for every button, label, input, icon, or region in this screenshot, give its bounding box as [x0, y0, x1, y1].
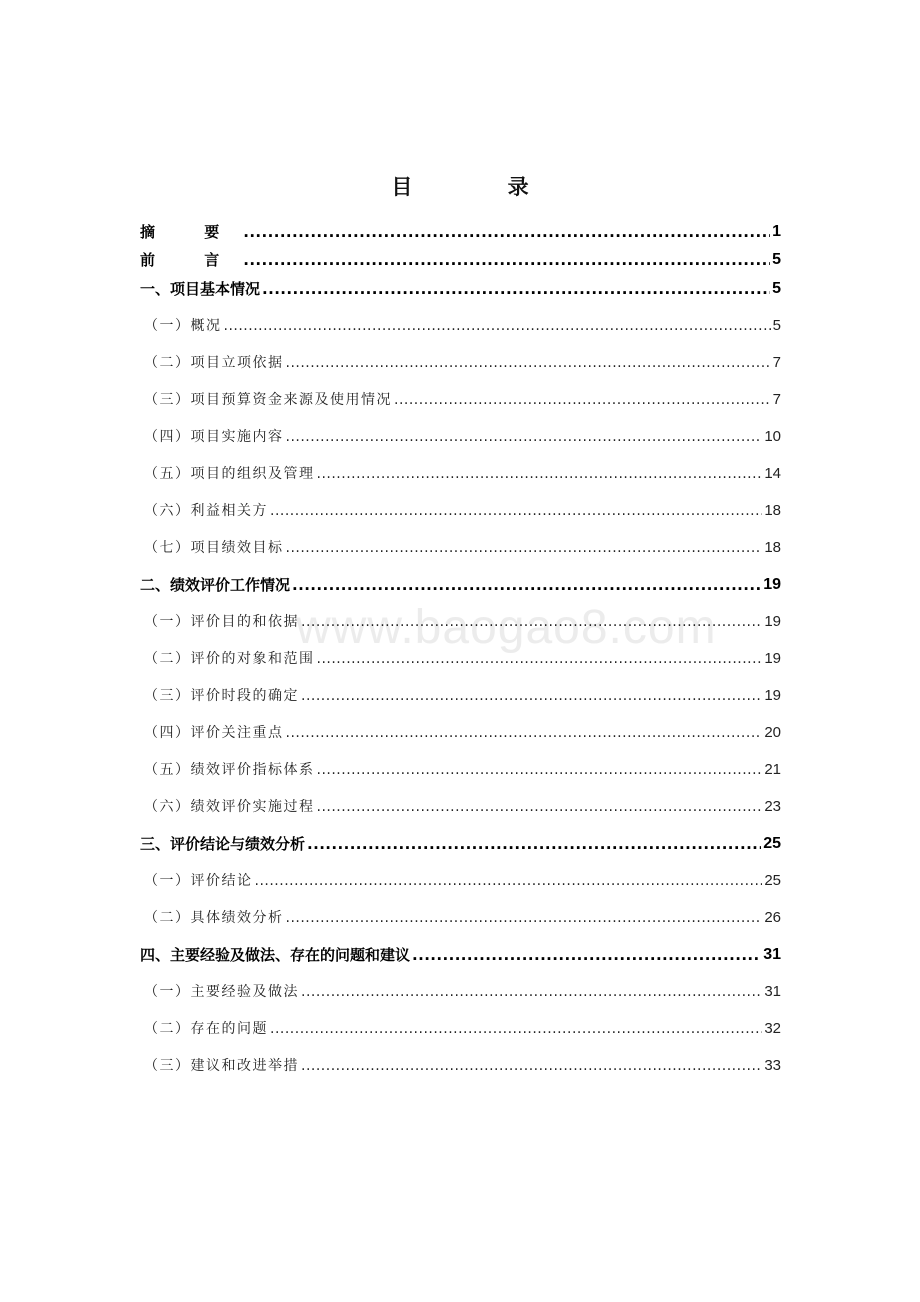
- toc-entry[interactable]: [140, 606, 781, 632]
- toc-entry-label: （五）绩效评价指标体系: [144, 762, 315, 778]
- toc-entry-page-number: 7: [772, 354, 781, 371]
- toc-dot-leader: [243, 250, 770, 270]
- toc-entry[interactable]: [140, 216, 781, 242]
- toc-dot-leader: [286, 353, 771, 373]
- toc-entry-label: 摘 要: [140, 223, 242, 241]
- toc-entry-page-number: 19: [763, 576, 781, 593]
- toc-dot-leader: [255, 871, 763, 891]
- toc-entry[interactable]: [140, 495, 781, 521]
- toc-entry-page-number: 31: [763, 946, 781, 963]
- toc-entry-label: （二）项目立项依据: [144, 355, 284, 371]
- toc-dot-leader: [301, 982, 762, 1002]
- toc-entry-label: （三）建议和改进举措: [144, 1058, 299, 1074]
- toc-dot-leader: [307, 834, 761, 854]
- toc-entry-page-number: 31: [764, 983, 781, 1000]
- toc-entry-page-number: 25: [764, 872, 781, 889]
- toc-entry-page-number: 26: [764, 909, 781, 926]
- toc-entry-label: （一）评价目的和依据: [144, 614, 299, 630]
- toc-entry-page-number: 33: [764, 1057, 781, 1074]
- toc-entry-label: （一）主要经验及做法: [144, 984, 299, 1000]
- toc-entry-label: （六）利益相关方: [144, 503, 268, 519]
- toc-entry-label: （一）评价结论: [144, 873, 253, 889]
- toc-entry-page-number: 20: [764, 724, 781, 741]
- toc-entry-page-number: 19: [764, 687, 781, 704]
- toc-dot-leader: [317, 464, 763, 484]
- toc-dot-leader: [224, 316, 771, 336]
- toc-entry-page-number: 14: [764, 465, 781, 482]
- toc-dot-leader: [270, 1019, 762, 1039]
- toc-entry[interactable]: [140, 754, 781, 780]
- toc-entry[interactable]: [140, 532, 781, 558]
- toc-entry[interactable]: [140, 421, 781, 447]
- toc-dot-leader: [270, 501, 762, 521]
- toc-entry-label: （七）项目绩效目标: [144, 540, 284, 556]
- toc-entry[interactable]: [140, 569, 781, 595]
- toc-entry-label: 前 言: [140, 251, 242, 269]
- toc-entry-page-number: 19: [764, 613, 781, 630]
- toc-entry[interactable]: [140, 902, 781, 928]
- toc-entry-page-number: 10: [764, 428, 781, 445]
- toc-dot-leader: [317, 649, 763, 669]
- toc-entry[interactable]: [140, 865, 781, 891]
- toc-entry-page-number: 25: [763, 835, 781, 852]
- toc-entry[interactable]: [140, 310, 781, 336]
- toc-entry-page-number: 7: [772, 391, 781, 408]
- toc-dot-leader: [412, 945, 761, 965]
- toc-entry[interactable]: [140, 347, 781, 373]
- toc-entry-page-number: 18: [764, 502, 781, 519]
- toc-entry-label: （五）项目的组织及管理: [144, 466, 315, 482]
- toc-entry-page-number: 5: [772, 317, 781, 334]
- toc-dot-leader: [286, 427, 763, 447]
- toc-entry[interactable]: [140, 976, 781, 1002]
- toc-entry[interactable]: [140, 273, 781, 299]
- toc-entry-label: （四）评价关注重点: [144, 725, 284, 741]
- toc-entry-label: （一）概况: [144, 318, 222, 334]
- toc-entry-page-number: 19: [764, 650, 781, 667]
- toc-entry-page-number: 32: [764, 1020, 781, 1037]
- toc-entry[interactable]: [140, 643, 781, 669]
- toc-dot-leader: [394, 390, 771, 410]
- toc-entry-page-number: 5: [772, 251, 781, 268]
- toc-dot-leader: [286, 538, 763, 558]
- toc-entry[interactable]: [140, 458, 781, 484]
- toc-dot-leader: [286, 723, 763, 743]
- toc-entry[interactable]: [140, 717, 781, 743]
- toc-dot-leader: [292, 575, 761, 595]
- toc-entry-label: （二）具体绩效分析: [144, 910, 284, 926]
- toc-entry[interactable]: [140, 828, 781, 854]
- toc-dot-leader: [243, 222, 770, 242]
- toc-entry[interactable]: [140, 791, 781, 817]
- toc-dot-leader: [301, 1056, 762, 1076]
- toc-dot-leader: [262, 279, 770, 299]
- toc-entry-page-number: 18: [764, 539, 781, 556]
- toc-entry-label: 一、项目基本情况: [140, 280, 261, 298]
- toc-entry-label: 二、绩效评价工作情况: [140, 576, 291, 594]
- toc-entry[interactable]: [140, 384, 781, 410]
- toc-entry-label: 三、评价结论与绩效分析: [140, 835, 306, 853]
- toc-entry[interactable]: [140, 680, 781, 706]
- toc-entry[interactable]: [140, 1013, 781, 1039]
- toc-entry-label: （三）项目预算资金来源及使用情况: [144, 392, 392, 408]
- toc-entry[interactable]: [140, 244, 781, 270]
- toc-entry[interactable]: [140, 939, 781, 965]
- toc-entry-label: （六）绩效评价实施过程: [144, 799, 315, 815]
- toc-dot-leader: [286, 908, 763, 928]
- toc-entry-label: 四、主要经验及做法、存在的问题和建议: [140, 946, 411, 964]
- watermark: www.baogao8.com: [296, 601, 717, 654]
- toc-dot-leader: [317, 760, 763, 780]
- toc-entry-label: （二）存在的问题: [144, 1021, 268, 1037]
- toc-entry[interactable]: [140, 1050, 781, 1076]
- toc-dot-leader: [301, 686, 762, 706]
- page-title: 目 录: [391, 175, 573, 199]
- toc-entry-label: （四）项目实施内容: [144, 429, 284, 445]
- toc-entry-page-number: 21: [764, 761, 781, 778]
- toc-dot-leader: [301, 612, 762, 632]
- toc-dot-leader: [317, 797, 763, 817]
- toc-entry-label: （二）评价的对象和范围: [144, 651, 315, 667]
- toc-entry-page-number: 23: [764, 798, 781, 815]
- toc-entry-label: （三）评价时段的确定: [144, 688, 299, 704]
- toc-entry-page-number: 5: [772, 280, 781, 297]
- toc-entry-page-number: 1: [772, 223, 781, 240]
